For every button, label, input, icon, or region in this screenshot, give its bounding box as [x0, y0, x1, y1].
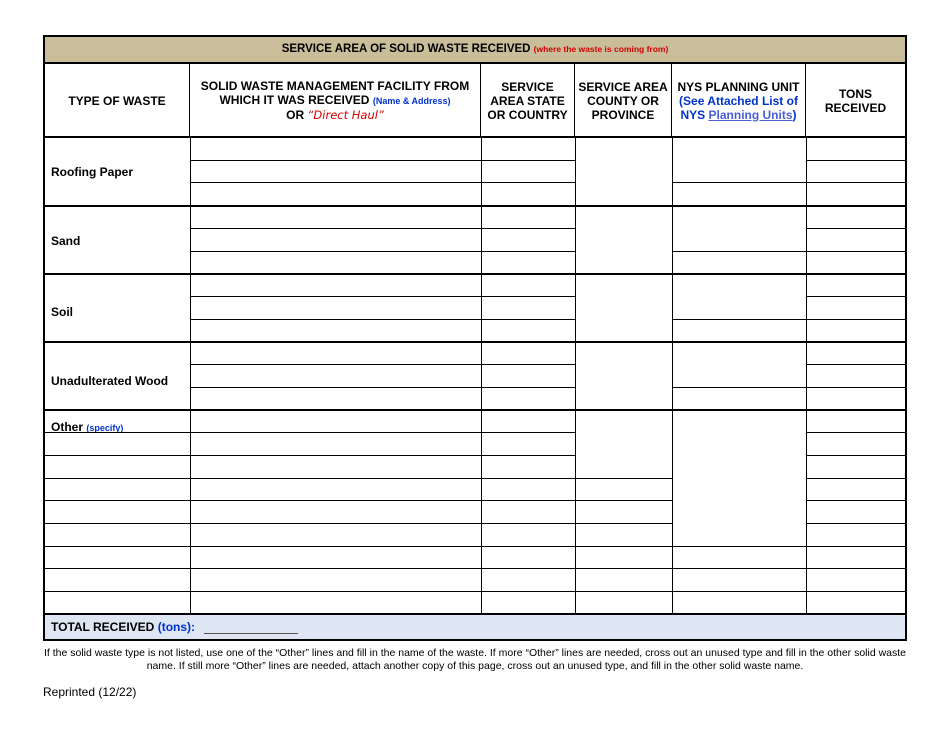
state-field[interactable] — [481, 137, 575, 160]
row-line — [45, 500, 190, 501]
tons-field[interactable] — [806, 319, 905, 342]
facility-field[interactable] — [190, 160, 481, 183]
facility-field[interactable] — [190, 478, 481, 501]
col-planning-title: NYS PLANNING UNIT — [677, 79, 800, 94]
tons-field[interactable] — [806, 546, 905, 569]
state-field[interactable] — [481, 251, 575, 274]
tons-field[interactable] — [806, 160, 905, 183]
reprint-date: Reprinted (12/22) — [43, 685, 137, 699]
column-divider — [672, 137, 673, 614]
facility-field[interactable] — [190, 182, 481, 205]
col-facility-direct-haul: “Direct Haul” — [307, 108, 384, 122]
tons-field[interactable] — [806, 455, 905, 478]
row-line — [672, 568, 806, 569]
total-tons-field[interactable] — [204, 621, 298, 634]
row-line — [575, 478, 672, 479]
tons-field[interactable] — [806, 273, 905, 296]
col-facility — [190, 64, 481, 137]
footnote: If the solid waste type is not listed, use one of the “Other” lines and fill in the name of the waste. If more “Other” lines are needed, cross out an unused type and fill in the other solid waste name. If still more “Other” lines are needed, attach another copy of this page, cross out an unused type, and fill in the other solid waste name. — [43, 647, 907, 672]
col-county — [575, 64, 672, 137]
facility-field[interactable] — [190, 228, 481, 251]
row-line — [575, 546, 672, 547]
state-field[interactable] — [481, 523, 575, 546]
row-line — [45, 432, 190, 433]
facility-field[interactable] — [190, 364, 481, 387]
state-field[interactable] — [481, 432, 575, 455]
col-type-label: TYPE OF WASTE — [68, 93, 166, 108]
col-state-label: SERVICE AREA STATE OR COUNTRY — [487, 79, 568, 122]
row-line — [575, 568, 672, 569]
col-planning-unit — [672, 64, 806, 137]
facility-field[interactable] — [190, 546, 481, 569]
total-received-row — [45, 613, 905, 639]
facility-field[interactable] — [190, 523, 481, 546]
facility-field[interactable] — [190, 409, 481, 432]
row-line — [45, 523, 190, 524]
col-tons — [806, 64, 905, 137]
facility-field[interactable] — [190, 432, 481, 455]
facility-field[interactable] — [190, 500, 481, 523]
tons-field[interactable] — [806, 251, 905, 274]
facility-field[interactable] — [190, 591, 481, 614]
facility-field[interactable] — [190, 296, 481, 319]
tons-field[interactable] — [806, 228, 905, 251]
col-planning-note: (See Attached List of NYS — [679, 93, 798, 122]
row-line — [575, 591, 672, 592]
row-line — [575, 523, 672, 524]
other-label: Other — [51, 420, 84, 434]
state-field[interactable] — [481, 228, 575, 251]
col-county-label: SERVICE AREA COUNTY OR PROVINCE — [578, 79, 668, 122]
row-line — [45, 591, 190, 592]
col-state — [481, 64, 575, 137]
waste-received-form — [43, 35, 907, 641]
facility-field[interactable] — [190, 205, 481, 228]
row-line — [45, 546, 190, 547]
state-field[interactable] — [481, 478, 575, 501]
planning-units-link[interactable]: Planning Units — [708, 107, 793, 122]
state-field[interactable] — [481, 160, 575, 183]
tons-field[interactable] — [806, 205, 905, 228]
total-label: TOTAL RECEIVED — [51, 620, 155, 634]
other-specify: (specify) — [86, 423, 124, 433]
facility-field[interactable] — [190, 273, 481, 296]
facility-field[interactable] — [190, 455, 481, 478]
tons-field[interactable] — [806, 478, 905, 501]
col-facility-label: SOLID WASTE MANAGEMENT FACILITY FROM WHICH IT WAS RECEIVED — [200, 79, 470, 107]
section-note: (where the waste is coming from) — [533, 44, 669, 54]
facility-field[interactable] — [190, 387, 481, 410]
waste-type-soil: Soil — [51, 305, 74, 319]
state-field[interactable] — [481, 500, 575, 523]
facility-field[interactable] — [190, 319, 481, 342]
state-field[interactable] — [481, 387, 575, 410]
section-title: SERVICE AREA OF SOLID WASTE RECEIVED — [281, 43, 531, 55]
col-type-of-waste — [45, 64, 190, 137]
row-line — [672, 182, 806, 183]
state-field[interactable] — [481, 296, 575, 319]
state-field[interactable] — [481, 546, 575, 569]
state-field[interactable] — [481, 273, 575, 296]
waste-type-sand: Sand — [51, 234, 81, 248]
tons-field[interactable] — [806, 523, 905, 546]
facility-field[interactable] — [190, 251, 481, 274]
state-field[interactable] — [481, 409, 575, 432]
row-line — [45, 455, 190, 456]
row-line — [672, 251, 806, 252]
tons-field[interactable] — [806, 591, 905, 614]
row-line — [672, 591, 806, 592]
tons-field[interactable] — [806, 341, 905, 364]
facility-field[interactable] — [190, 341, 481, 364]
state-field[interactable] — [481, 319, 575, 342]
col-planning-close: ) — [792, 107, 797, 122]
row-line — [575, 500, 672, 501]
tons-field[interactable] — [806, 387, 905, 410]
facility-field[interactable] — [190, 137, 481, 160]
col-facility-note: (Name & Address) — [372, 96, 451, 106]
column-divider — [575, 137, 576, 614]
row-line — [672, 319, 806, 320]
row-line — [45, 478, 190, 479]
tons-field[interactable] — [806, 296, 905, 319]
state-field[interactable] — [481, 455, 575, 478]
waste-type-unadulterated-wood: Unadulterated Wood — [51, 374, 169, 388]
facility-field[interactable] — [190, 568, 481, 591]
tons-field[interactable] — [806, 409, 905, 432]
tons-field[interactable] — [806, 364, 905, 387]
tons-field[interactable] — [806, 500, 905, 523]
tons-field[interactable] — [806, 137, 905, 160]
state-field[interactable] — [481, 182, 575, 205]
state-field[interactable] — [481, 364, 575, 387]
waste-type-roofing-paper: Roofing Paper — [51, 165, 134, 179]
state-field[interactable] — [481, 568, 575, 591]
state-field[interactable] — [481, 591, 575, 614]
tons-field[interactable] — [806, 182, 905, 205]
total-unit: (tons): — [157, 620, 196, 634]
state-field[interactable] — [481, 341, 575, 364]
col-facility-or: OR — [286, 108, 305, 122]
section-header — [45, 37, 905, 64]
state-field[interactable] — [481, 205, 575, 228]
row-line — [672, 546, 806, 547]
row-line — [45, 568, 190, 569]
col-tons-label: TONS RECEIVED — [824, 86, 887, 115]
tons-field[interactable] — [806, 432, 905, 455]
tons-field[interactable] — [806, 568, 905, 591]
row-line — [672, 387, 806, 388]
